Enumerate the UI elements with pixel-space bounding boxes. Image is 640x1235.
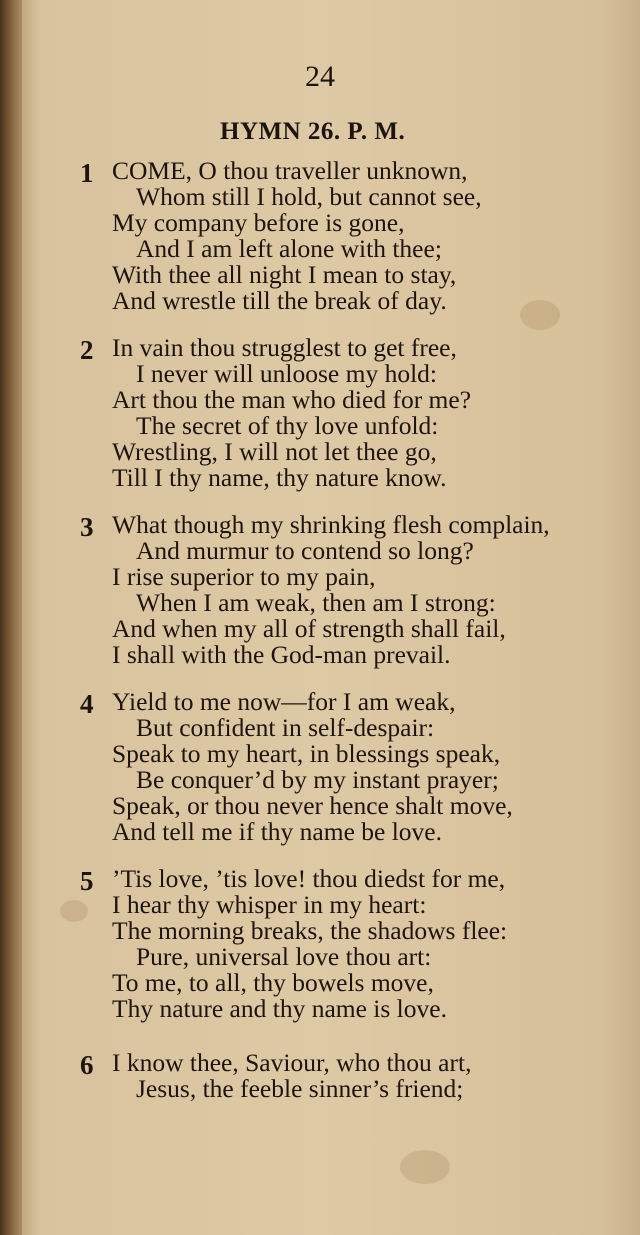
verse-line: Pure, universal love thou art: [136,942,432,971]
verse-5 [0,866,640,1022]
verse-line: With thee all night I mean to stay, [112,260,457,289]
hymn-title: HYMN 26. P. M. [220,118,406,145]
verse-line: I know thee, Saviour, who thou art, [112,1048,472,1077]
verse-line: I hear thy whisper in my heart: [112,890,427,919]
verse-4 [0,689,640,845]
verse-line: But confident in self-despair: [136,713,435,742]
verse-line: Yield to me now—for I am weak, [112,687,456,716]
page-number: 24 [305,60,335,93]
verse-3 [0,512,640,668]
verse-1 [0,158,640,314]
verse-line: Jesus, the feeble sinner’s friend; [136,1074,464,1103]
paper-stain [400,1150,450,1184]
verse-line: My company before is gone, [112,208,405,237]
verse-line: The morning breaks, the shadows flee: [112,916,508,945]
verse-line: Speak to my heart, in blessings speak, [112,739,501,768]
verse-number: 6 [80,1050,94,1080]
verse-line: In vain thou strugglest to get free, [112,333,457,362]
verse-number: 4 [80,689,94,719]
verse-line: Till I thy name, thy nature know. [112,463,447,492]
verse-line: And when my all of strength shall fail, [112,614,506,643]
verse-number: 5 [80,866,94,896]
verse-line: ’Tis love, ’tis love! thou diedst for me, [112,864,506,893]
verse-number: 1 [80,158,94,188]
verse-line: Be conquer’d by my instant prayer; [136,765,499,794]
verse-line: COME, O thou traveller unknown, [112,156,468,185]
verse-line: Art thou the man who died for me? [112,385,472,414]
verse-line: And I am left alone with thee; [136,234,442,263]
verse-line: The secret of thy love unfold: [136,411,439,440]
verse-line: I rise superior to my pain, [112,562,376,591]
verse-number: 3 [80,512,94,542]
verse-2 [0,335,640,491]
verse-line: To me, to all, thy bowels move, [112,968,434,997]
verse-line: Speak, or thou never hence shalt move, [112,791,513,820]
verse-line: I shall with the God-man prevail. [112,640,451,669]
verse-line: And murmur to contend so long? [136,536,474,565]
verse-number: 2 [80,335,94,365]
verse-line: And wrestle till the break of day. [112,286,447,315]
verse-6 [0,1050,640,1102]
verse-line: Thy nature and thy name is love. [112,994,447,1023]
verse-line: Whom still I hold, but cannot see, [136,182,482,211]
verse-line: And tell me if thy name be love. [112,817,442,846]
verse-line: Wrestling, I will not let thee go, [112,437,437,466]
verse-line: What though my shrinking flesh complain, [112,510,550,539]
verse-line: I never will unloose my hold: [136,359,437,388]
verse-line: When I am weak, then am I strong: [136,588,496,617]
